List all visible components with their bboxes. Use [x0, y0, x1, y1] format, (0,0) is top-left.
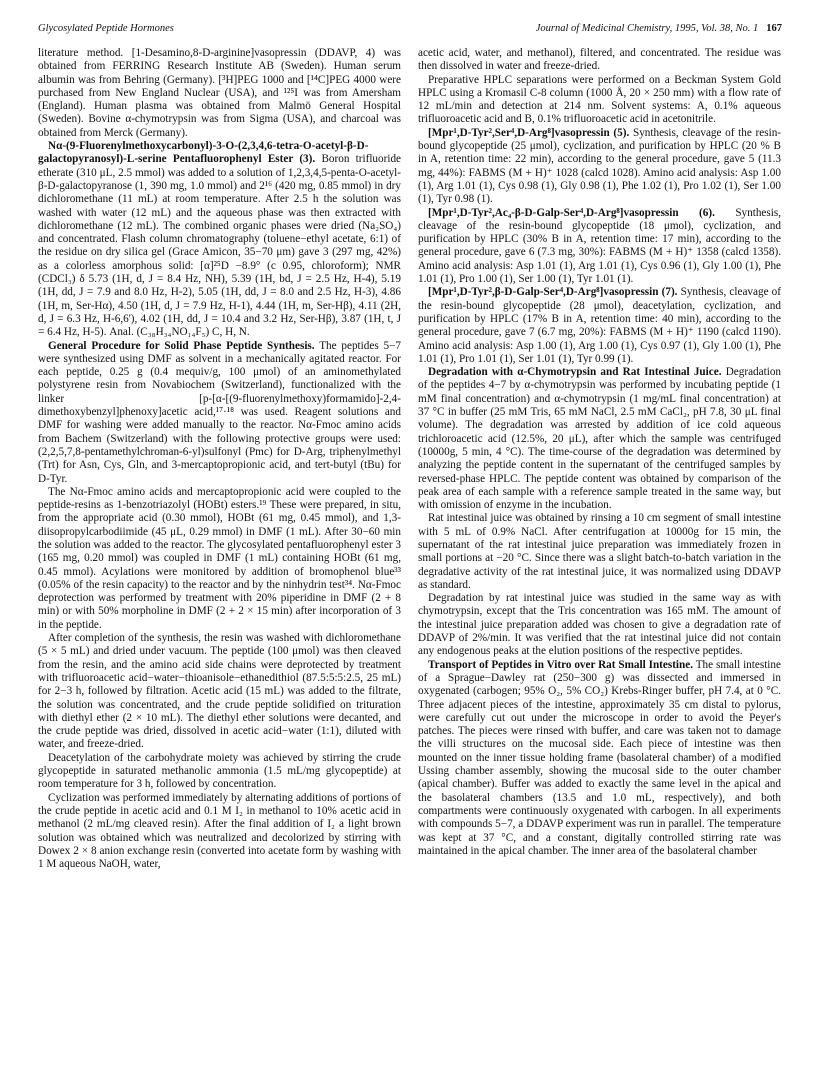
paragraph	[38, 792, 401, 872]
section-heading: Nα-(9-Fluorenylmethoxycarbonyl)-3-O-(2,3,4,6-tetra-O-acetyl-β-D-galactopyranosyl)-L-serine Pentafluorophenyl Ester (3).	[38, 140, 369, 166]
paragraph-text: Degradation by rat intestinal juice was studied in the same way as with chymotrypsin, except that the Tris concentration was 165 mM. The amount of the intestinal juice preparation added was chosen to give a degradation rate of DDAVP of 2%/min. It was verified that the rat intestinal juice did not contain any endogenous peaks at the elution positions of the respective peptides.	[418, 592, 781, 658]
section-heading: General Procedure for Solid Phase Peptide Synthesis.	[48, 339, 315, 352]
paragraph	[418, 47, 781, 74]
page-number: 167	[766, 23, 782, 34]
paragraph	[38, 632, 401, 752]
paragraph-text: The small intestine of a Sprague−Dawley rat (250−300 g) was dissected and immersed in oxygenated (carbogen; 95% O₂, 5% CO₂) Krebs-Ringer buffer, pH 7.4, at 0 °C. Three adjacent pieces of the intestine, approximately 35 cm distal to pylorus, were carefully cut out under the microscope in order to avoid the Peyer's patches. The pieces were rinsed with buffer, and care was taken not to damage the villi structures on the mucosal side. Each piece of intestine was then mounted on the inner tissue holding frame (basolateral chamber) of a modified Ussing chamber assembly, showing the mucosal side to the outer chamber (apical chamber). Buffer was added to exactly the same level in the apical and the basolateral chambers (13.5 and 1.0 mL, respectively), and both compartments were continuously oxygenated with carbogen. In all experiments with compounds 5−7, a DDAVP experiment was run in parallel. The temperature was kept at 37 °C, and a constant, digitally controlled stirring rate was maintained in the apical chamber. The inner area of the basolateral chamber	[418, 658, 781, 857]
running-header	[38, 22, 782, 40]
paragraph-text: acetic acid, water, and methanol), filtered, and concentrated. The residue was then dissolved in water and freeze-dried.	[418, 47, 781, 73]
paragraph-text: literature method. [1-Desamino,8-D-arginine]vasopressin (DDAVP, 4) was obtained from FERRING Research Institute AB (Sweden). Human serum albumin was from Behring (Germany). [³H]PEG 1000 and [¹⁴C]PEG 4000 were purchased from New England Nuclear (USA), and ¹²⁵I was from Amersham (England). Human plasma was obtained from Malmö General Hospital (Sweden). Bovine α-chymotrypsin was from Sigma (USA), and charcoal was obtained from Merck (Germany).	[38, 47, 401, 139]
section-heading: [Mpr¹,D-Tyr²,Ac₄-β-D-Galp-Ser⁴,D-Arg⁸]vasopressin (6).	[428, 206, 715, 219]
paragraph	[418, 512, 781, 592]
journal-citation	[536, 22, 782, 36]
paragraph	[418, 74, 781, 127]
paragraph	[38, 140, 401, 339]
running-title: Glycosylated Peptide Hormones	[38, 23, 174, 34]
paragraph-text: Boron trifluoride etherate (310 μL, 2.5 mmol) was added to a solution of 1,2,3,4,5-penta-O-acetyl-β-D-galactopyranose (1, 390 mg, 1.0 mmol) and 2¹⁶ (420 mg, 0.85 mmol) in dry dichloromethane (11 mL) at room temperature. After 2.5 h the solution was washed with water (12 mL) and the aqueous phase was then extracted with dichloromethane (12 mL). The combined organic phases were dried (Na₂SO₄) and concentrated. Flash column chromatography (toluene−ethyl acetate, 6:1) of the residue on dry silica gel (Grace Amicon, 35−70 μm) gave 3 (297 mg, 42%) as a colorless amorphous solid: [α]²⁵D −8.9° (c 0.95, chloroform); NMR (CDCl₃) δ 5.73 (1H, d, J = 8.4 Hz, NH), 5.39 (1H, bd, J = 2.5 Hz, H-4), 5.19 (1H, dd, J = 7.9 and 8.0 Hz, H-2), 5.05 (1H, dd, J = 8.0 and 2.5 Hz, H-3), 4.86 (1H, m, Ser-Hα), 4.50 (1H, d, J = 7.9 Hz, H-1), 4.44 (1H, m, Ser-Hβ), 4.11 (2H, d, J = 6.3 Hz, H-6,6'), 4.02 (1H, dd, J = 10.4 and 3.2 Hz, Ser-Hβ), 3.87 (1H, t, J = 6.4 Hz, H-5). Anal. (C₃₈H₃₄NO₁₄F₅) C, H, N.	[38, 153, 401, 339]
paragraph	[418, 659, 781, 858]
paragraph	[418, 127, 781, 207]
paragraph	[418, 207, 781, 287]
section-heading: [Mpr¹,D-Tyr²,β-D-Galp-Ser⁴,D-Arg⁸]vasopressin (7).	[428, 286, 678, 299]
paragraph-text: Synthesis, cleavage of the resin-bound glycopeptide (28 μmol), deacetylation, cyclization, and purification by HPLC (17% B in A, retention time: 40 min), according to the general procedure, gave 7 (6.7 mg, 20%): FABMS (M + H)⁺ 1190 (calcd 1190). Amino acid analysis: Asp 1.00 (1), Arg 1.00 (1), Cys 0.97 (1), Gly 1.00 (1), Phe 1.01 (1), Pro 1.01 (1), Ser 1.01 (1), Tyr 0.99 (1).	[418, 286, 781, 365]
paragraph	[418, 366, 781, 512]
paragraph-text: Degradation of the peptides 4−7 by α-chymotrypsin was performed by incubating peptide (1 mM final concentration) and α-chymotrypsin (1 mg/mL final concentration) at 37 °C in buffer (25 mM Tris, 65 mM NaCl, 2.5 mM CaCl₂, pH 7.8, 30 μL final volume). The degradation was arrested by addition of ice cold aqueous trichloroacetic acid (12.5%, 20 μL), after which the sample was centrifuged (10000g, 5 min, 4 °C). The time-course of the degradation was determined by analyzing the peptide content in the supernatant of the centrifuged samples by reversed-phase HPLC. The peptide content was obtained by comparison of the peak area of each sample with a reference sample treated in the same way, but with omission of enzyme in the incubation.	[418, 366, 781, 512]
section-heading: Transport of Peptides in Vitro over Rat Small Intestine.	[428, 658, 694, 671]
paragraph-text: Preparative HPLC separations were performed on a Beckman System Gold HPLC using a Kromasil C-8 column (1000 Å, 20 × 250 mm) with a flow rate of 12 mL/min and detection at 214 nm. Solvent systems: A, 0.1% aqueous trifluoroacetic acid and B, 0.1% trifluoroacetic acid in acetonitrile.	[418, 73, 781, 126]
paragraph	[418, 286, 781, 366]
right-column	[418, 47, 781, 1055]
paragraph	[38, 340, 401, 486]
left-column	[38, 47, 401, 1055]
section-heading: Degradation with α-Chymotrypsin and Rat Intestinal Juice.	[428, 366, 722, 379]
paragraph	[38, 752, 401, 792]
paragraph-text: After completion of the synthesis, the resin was washed with dichloromethane (5 × 5 mL) and dried under vacuum. The peptide (100 μmol) was then cleaved from the resin, and the amino acid side chains were deprotected by treatment with trifluoroacetic acid−water−thioanisole−ethanedithiol (87.5:5:5:2.5, 25 mL) for 2−3 h, followed by filtration. Acetic acid (15 mL) was added to the filtrate, the solution was concentrated, and the crude peptide solidified on trituration with diethyl ether (2 × 10 mL). The diethyl ether solutions were decanted, and the crude peptide was dried, dissolved in acetic acid−water (1:1), diluted with water, and freeze-dried.	[38, 632, 401, 751]
paragraph	[38, 47, 401, 140]
paragraph-text: Deacetylation of the carbohydrate moiety was achieved by stirring the crude glycopeptide in saturated methanolic ammonia (1.5 mL/mg glycopeptide) at room temperature for 3 h, followed by concentration.	[38, 751, 401, 791]
paragraph-text: Rat intestinal juice was obtained by rinsing a 10 cm segment of small intestine with 5 mL of 0.9% NaCl. After centrifugation at 10000g for 15 min, the supernatant of the rat intestinal juice preparation was immediately frozen in small portions at −20 °C. Since there was a slight batch-to-batch variation in the degradative activity of the rat intestinal juice, it was normalized using DDAVP as standard.	[418, 512, 781, 591]
journal-name: Journal of Medicinal Chemistry, 1995, Vol. 38, No. 1	[535, 23, 759, 34]
paragraph-text: Synthesis, cleavage of the resin-bound glycopeptide (18 μmol), cyclization, and purification by HPLC (30% B in A, retention time: 17 min), according to the general procedure, gave 6 (7.3 mg, 30%): FABMS (M + H)⁺ 1358 (calcd 1358). Amino acid analysis: Asp 1.01 (1), Arg 1.01 (1), Cys 0.96 (1), Gly 1.00 (1), Phe 1.01 (1), Pro 1.00 (1), Ser 1.00 (1), Tyr 1.01 (1).	[418, 206, 781, 286]
paragraph-text: The Nα-Fmoc amino acids and mercaptopropionic acid were coupled to the peptide-resins as 1-benzotriazolyl (HOBt) esters.¹⁹ These were prepared, in situ, from the appropriate acid (0.30 mmol), HOBt (61 mg, 0.45 mmol), and 1,3-diisopropylcarbodiimide (45 μL, 0.29 mmol) in DMF (1 mL). After 30−60 min the solution was added to the reactor. The glycosylated pentafluorophenyl ester 3 (165 mg, 0.20 mmol) was coupled in DMF (1 mL) containing HOBt (61 mg, 0.45 mmol). Acylations were monitored by addition of bromophenol blue³³ (0.05% of the resin capacity) to the reactor and by the ninhydrin test³⁴. Nα-Fmoc deprotection was performed by treatment with 20% piperidine in DMF (2 + 8 min) or with 50% morpholine in DMF (2 + 2 × 15 min) after incorporation of 3 in the peptide.	[38, 485, 401, 631]
paragraph-text: Synthesis, cleavage of the resin-bound glycopeptide (25 μmol), cyclization, and purification by HPLC (20 % B in A, retention time: 22 min), according to the general procedure, gave 5 (11.3 mg, 44%): FABMS (M + H)⁺ 1028 (calcd 1028). Amino acid analysis: Asp 1.00 (1), Arg 1.01 (1), Cys 0.98 (1), Gly 0.98 (1), Phe 1.02 (1), Pro 1.02 (1), Ser 1.00 (1), Tyr 0.98 (1).	[418, 126, 781, 206]
paragraph-text: Cyclization was performed immediately by alternating additions of portions of the crude peptide in acetic acid and 0.1 M I₂ in methanol to 10% acetic acid in methanol (2 mL/mg cleaved resin). After the final addition of I₂ a light brown solution was obtained which was neutralized and decolorized by stirring with Dowex 2 × 8 anion exchange resin (converted into acetate form by washing with 1 M aqueous NaOH, water,	[38, 791, 401, 871]
paragraph	[418, 592, 781, 658]
paragraph-text: The peptides 5−7 were synthesized using DMF as solvent in a mechanically agitated reactor. For each peptide, 0.25 g (0.4 mequiv/g, 100 μmol) of an aminomethylated polystyrene resin from Novabiochem (Switzerland), functionalized with the linker [p-[α-[(9-fluorenylmethoxy)formamido]-2,4-dimethoxybenzyl]phenoxy]acetic acid,¹⁷·¹⁸ was used. Reagent solutions and DMF for washing were added manually to the reactor. Nα-Fmoc amino acids from Bachem (Switzerland) with the following protective groups were used: (2,2,5,7,8-pentamethylchroman-6-yl)sulfonyl (Pmc) for D-Arg, triphenylmethyl (Trt) for Asn, Cys, Gln, and 3-mercaptopropionic acid, and tert-butyl (tBu) for D-Tyr.	[38, 339, 401, 485]
paragraph	[38, 486, 401, 632]
section-heading: [Mpr¹,D-Tyr²,Ser⁴,D-Arg⁸]vasopressin (5).	[428, 126, 630, 139]
